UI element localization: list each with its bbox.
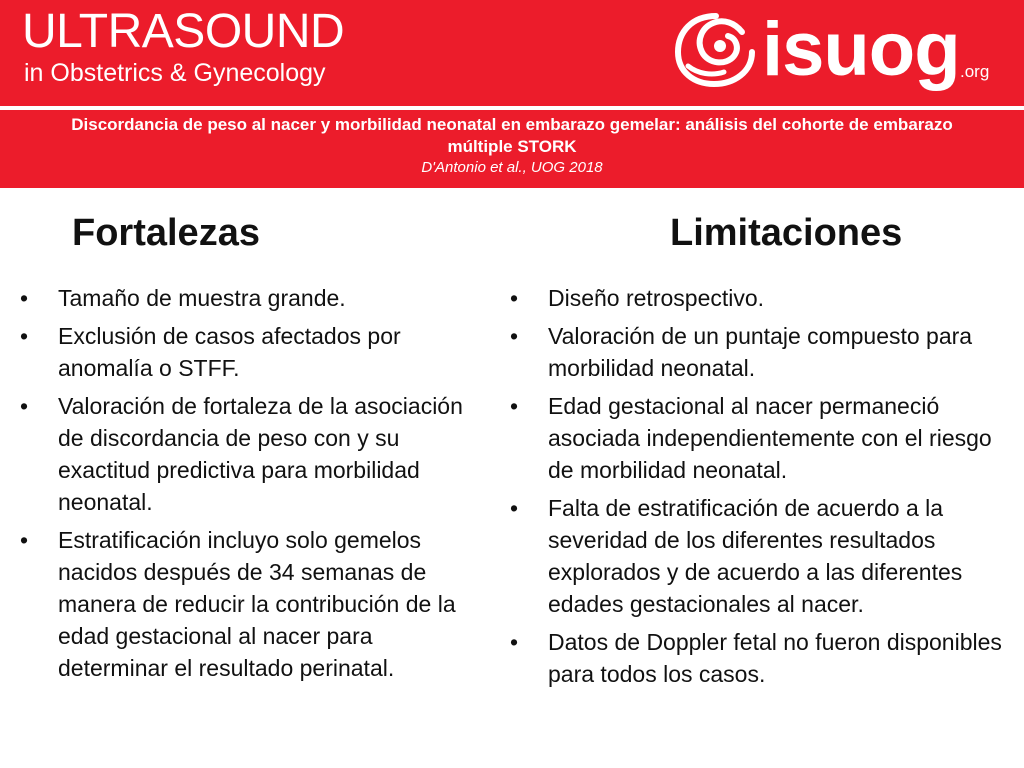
fetus-logo-icon <box>672 10 758 90</box>
list-item-text: Tamaño de muestra grande. <box>58 285 346 311</box>
bullet-icon: • <box>510 629 519 655</box>
list-item <box>18 524 478 684</box>
bullet-icon: • <box>20 323 29 349</box>
list-item <box>508 492 1008 620</box>
list-item-text: Exclusión de casos afectados por anomalía o STFF. <box>58 323 401 381</box>
list-item <box>508 282 1008 314</box>
list-item <box>508 320 1008 384</box>
list-item-text: Datos de Doppler fetal no fueron disponibles para todos los casos. <box>548 629 1002 687</box>
bullet-icon: • <box>510 323 519 349</box>
bullet-icon: • <box>510 285 519 311</box>
list-item-text: Edad gestacional al nacer permaneció asociada independientemente con el riesgo de morbilidad neonatal. <box>548 393 992 483</box>
journal-title: ULTRASOUND <box>22 5 345 58</box>
strengths-list <box>18 282 478 690</box>
bullet-icon: • <box>510 393 519 419</box>
journal-header <box>0 0 1024 106</box>
bullet-icon: • <box>20 285 29 311</box>
list-item <box>508 626 1008 690</box>
list-item-text: Valoración de fortaleza de la asociación de discordancia de peso con y su exactitud predictiva para morbilidad neonatal. <box>58 393 463 515</box>
logo-text: isuog <box>762 7 960 92</box>
bullet-icon: • <box>510 495 519 521</box>
list-item <box>508 390 1008 486</box>
journal-subtitle: in Obstetrics & Gynecology <box>24 59 326 87</box>
list-item <box>18 282 478 314</box>
isuog-logo <box>672 6 1002 100</box>
article-title: Discordancia de peso al nacer y morbilidad neonatal en embarazo gemelar: análisis del cohorte de embarazo múltiple STORK <box>71 115 953 156</box>
list-item-text: Diseño retrospectivo. <box>548 285 765 311</box>
bullet-icon: • <box>20 393 29 419</box>
limitations-heading: Limitaciones <box>670 212 903 254</box>
list-item-text: Falta de estratificación de acuerdo a la severidad de los diferentes resultados explorados y de acuerdo a las diferentes edades gestacionales al nacer. <box>548 495 963 617</box>
logo-suffix: .org <box>960 62 990 81</box>
article-citation: D'Antonio et al., UOG 2018 <box>421 159 603 176</box>
limitations-list <box>508 282 1008 696</box>
strengths-heading: Fortalezas <box>72 212 260 254</box>
bullet-icon: • <box>20 527 29 553</box>
list-item <box>18 320 478 384</box>
list-item-text: Estratificación incluyo solo gemelos nacidos después de 34 semanas de manera de reducir la contribución de la edad gestacional al nacer para determinar el resultado perinatal. <box>58 527 456 681</box>
article-banner <box>0 110 1024 188</box>
list-item <box>18 390 478 518</box>
list-item-text: Valoración de un puntaje compuesto para morbilidad neonatal. <box>548 323 973 381</box>
